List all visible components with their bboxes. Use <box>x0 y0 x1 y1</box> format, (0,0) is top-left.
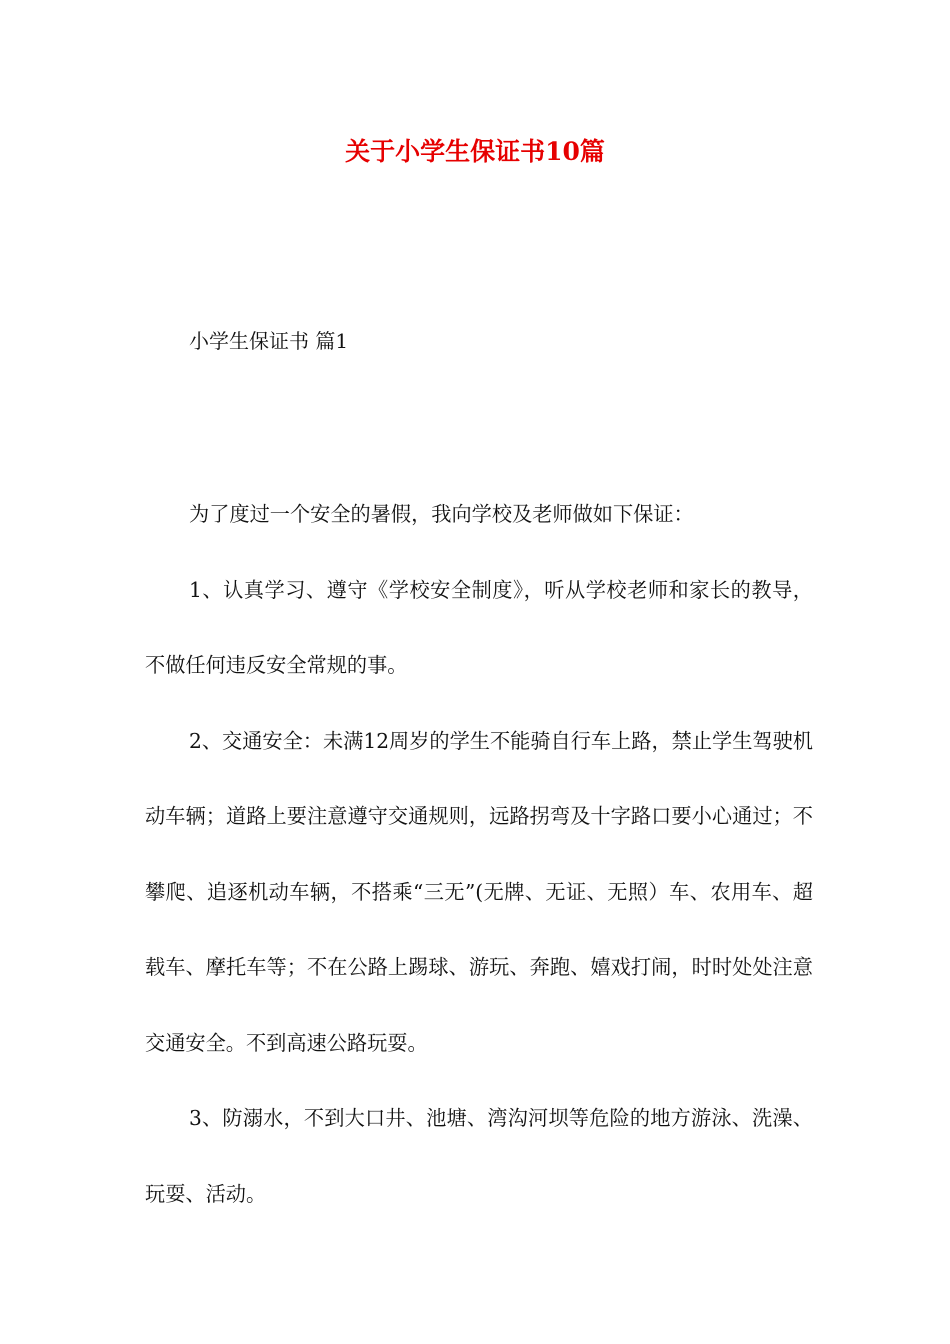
intro-paragraph: 为了度过一个安全的暑假，我向学校及老师做如下保证： <box>189 502 694 526</box>
section-heading: 小学生保证书 篇1 <box>189 329 349 353</box>
document-body <box>145 477 813 1232</box>
clause-1-paragraph: 1、认真学习、遵守《学校安全制度》，听从学校老师和家长的教导，不做任何违反安全常规的事。 <box>145 577 813 677</box>
clause-2-paragraph: 2、交通安全：未满12周岁的学生不能骑自行车上路，禁止学生驾驶机动车辆；道路上要注意遵守交通规则，远路拐弯及十字路口要小心通过；不攀爬、追逐机动车辆，不搭乘“三无”(无牌、无证、无照）车、农用车、超载车、摩托车等；不在公路上踢球、游玩、奔跑、嬉戏打闹，时时处处注意交通安全。不到高速公路玩耍。 <box>145 728 813 1055</box>
clause-3-paragraph: 3、防溺水，不到大口井、池塘、湾沟河坝等危险的地方游泳、洗澡、玩耍、活动。 <box>145 1106 813 1206</box>
document-title: 关于小学生保证书10篇 <box>345 137 605 166</box>
